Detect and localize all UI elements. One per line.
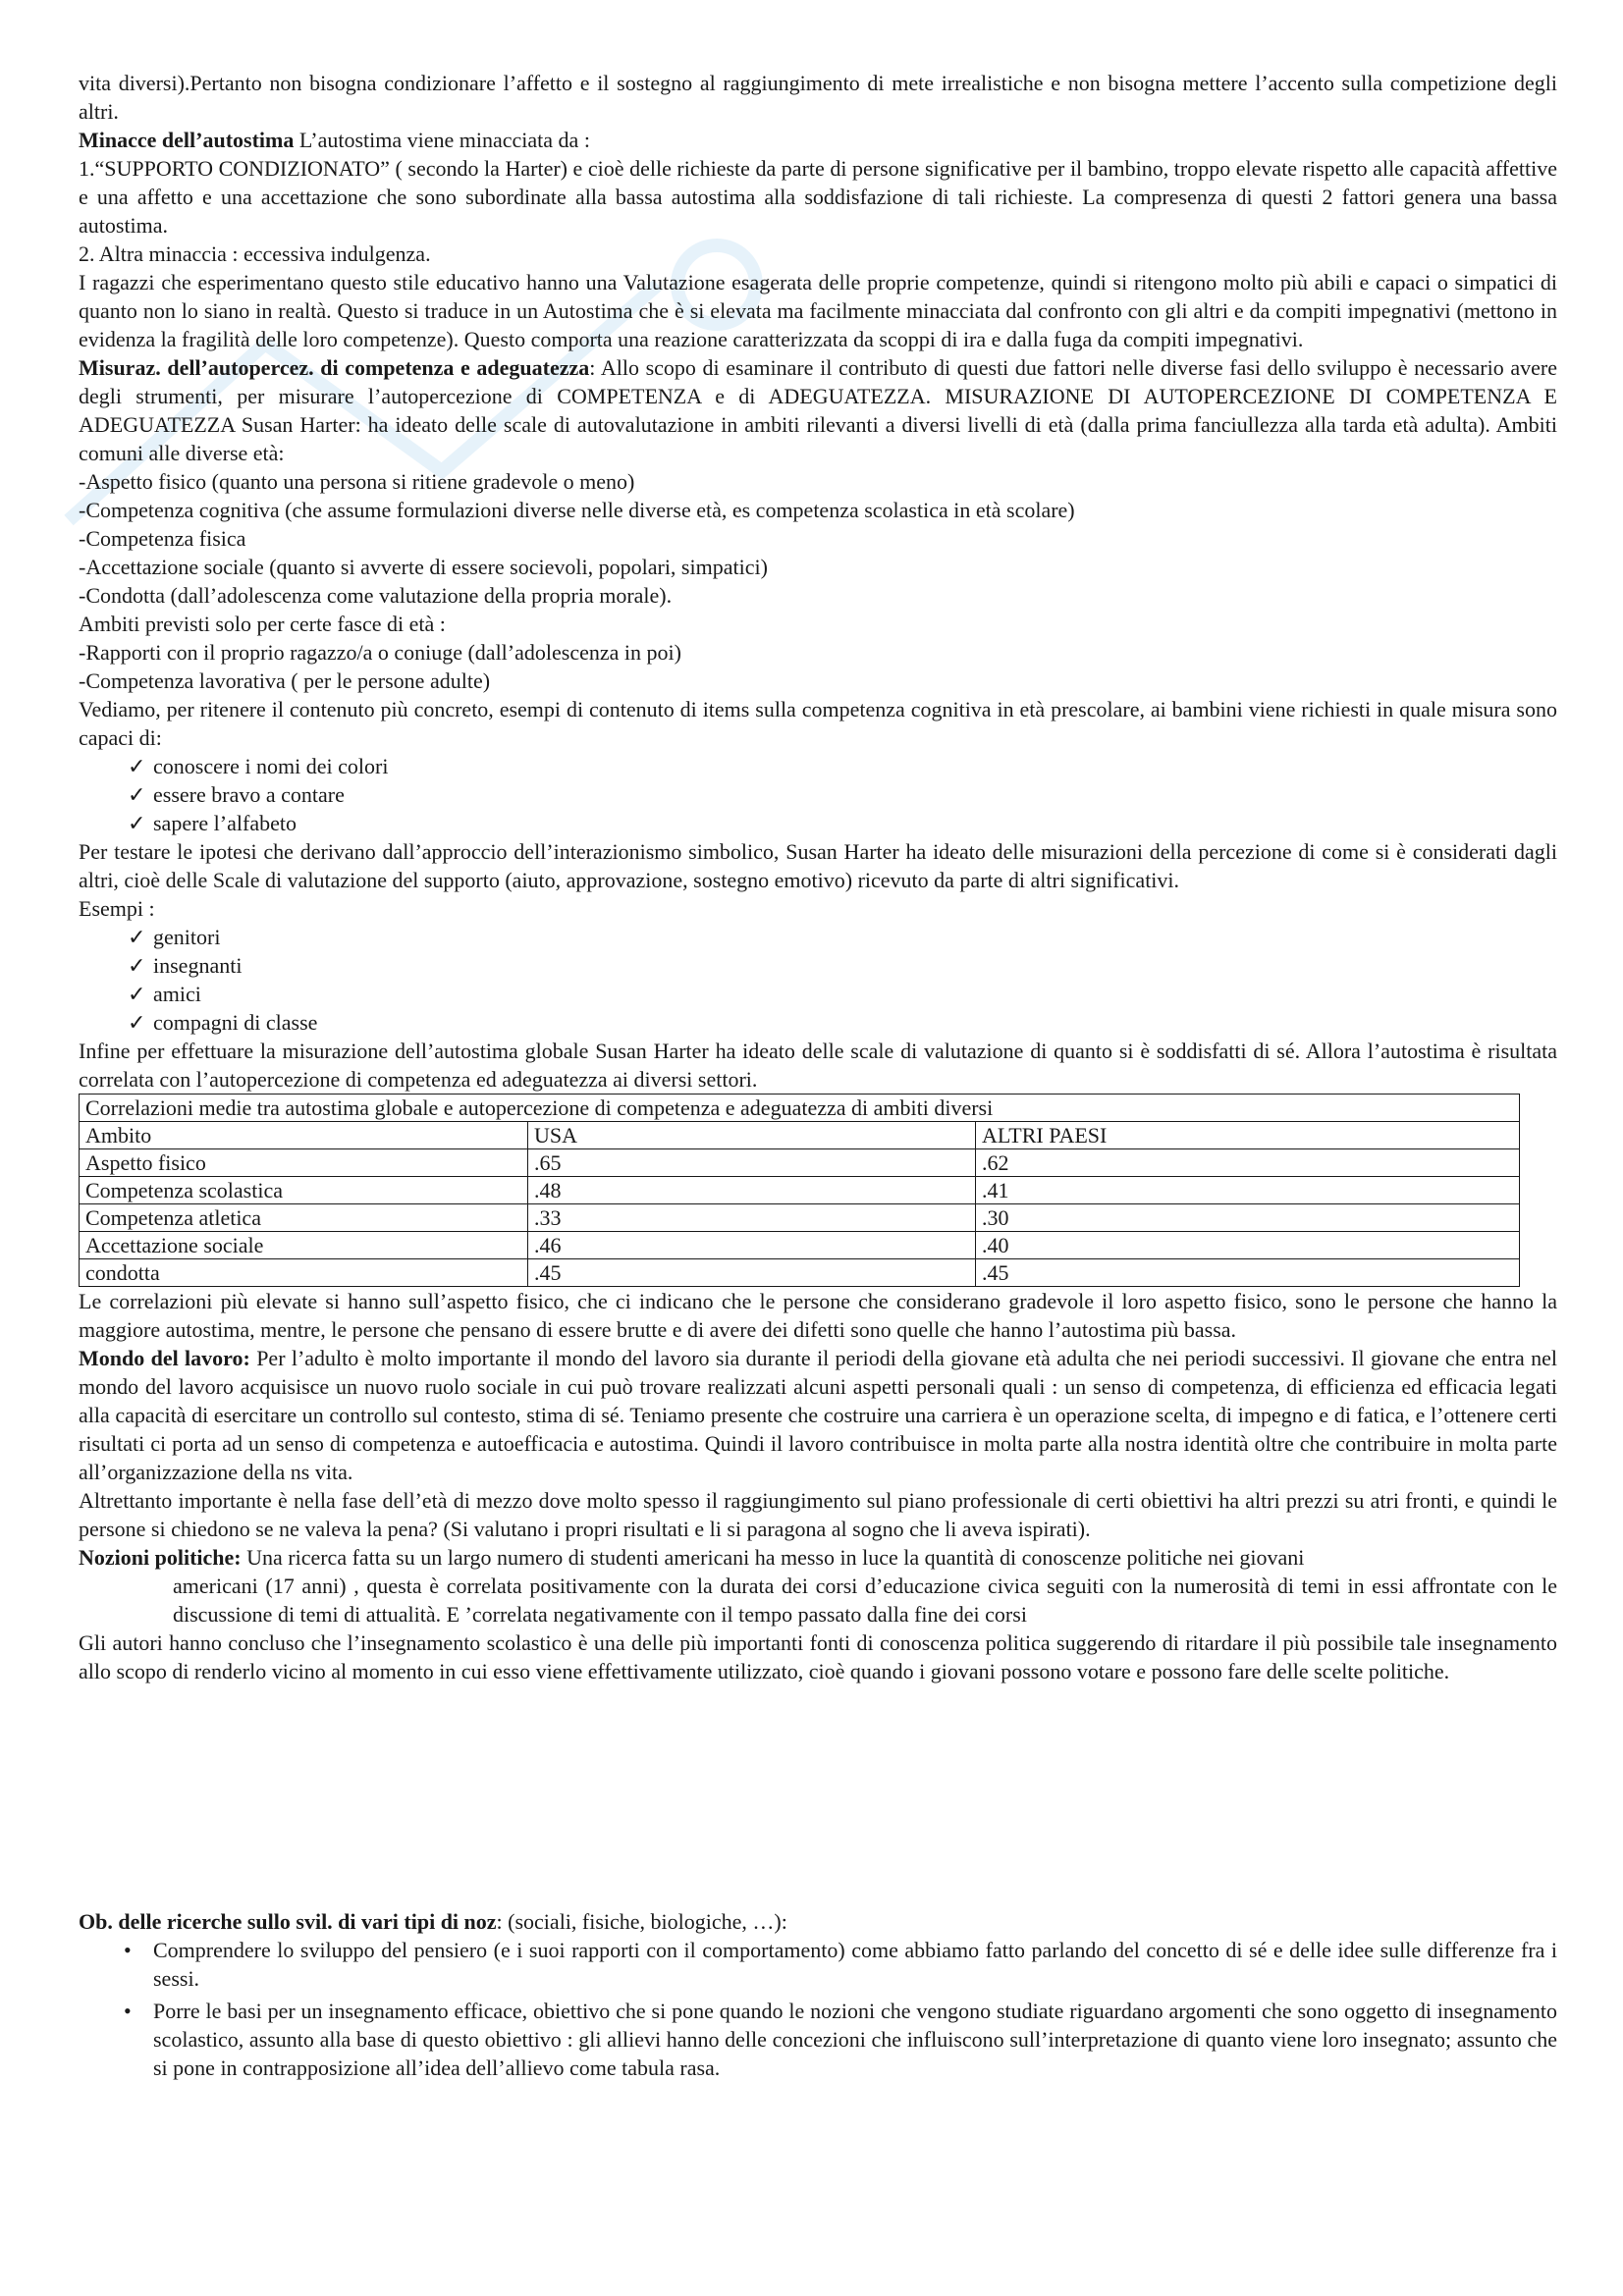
table-row — [80, 1232, 1520, 1259]
esempi-label: Esempi : — [79, 896, 155, 921]
blank-space — [79, 1685, 1557, 1907]
list-item — [128, 951, 1557, 980]
nozioni-continuation: americani (17 anni) , questa è correlata positivamente con la durata dei corsi d’educazione civica seguiti con la numerosità di temi in essi affrontate con le discussione di temi di attualità. E ’correlata negativamente con il tempo passato dalla fine dei corsi — [173, 1574, 1557, 1627]
list-item — [128, 809, 1557, 837]
table-header-cell: Ambito — [80, 1122, 528, 1149]
list-item-text: sapere l’alfabeto — [153, 811, 297, 835]
check-icon: ✓ — [128, 925, 146, 949]
ambiti-comuni-4: -Condotta (dall’adolescenza come valutazione della propria morale). — [79, 583, 673, 608]
check-icon: ✓ — [128, 953, 146, 978]
ambiti-comuni-0: -Aspetto fisico (quanto una persona si ritiene gradevole o meno) — [79, 469, 635, 494]
paragraph-altrettanto: Altrettanto importante è nella fase dell’età di mezzo dove molto spesso il raggiungimento sul piano professionale di certi obiettivi ha altri prezzi su atri fronti, e quindi le persone si chiedono se ne valeva la pena? (Si valutano i propri risultati e li si paragona al sogno che li aveva ispirati). — [79, 1488, 1557, 1541]
correlation-table — [79, 1094, 1520, 1287]
list-item — [128, 1008, 1557, 1037]
table-cell: .46 — [528, 1232, 976, 1259]
paragraph-autori: Gli autori hanno concluso che l’insegnamento scolastico è una delle più importanti fonti di conoscenza politica suggerendo di ritardare il più possibile tale insegnamento allo scopo di renderlo vicino al momento in cui esso viene effettivamente utilizzato, cioè quando i giovani possono votare e possono fare delle scelte politiche. — [79, 1630, 1557, 1683]
minacce-intro: L’autostima viene minacciata da : — [294, 128, 590, 152]
list-item — [128, 980, 1557, 1008]
list-item-text: genitori — [153, 925, 221, 949]
list-item — [128, 752, 1557, 780]
list-item-text: conoscere i nomi dei colori — [153, 754, 389, 778]
list-item-text: amici — [153, 982, 201, 1006]
table-cell: .45 — [528, 1259, 976, 1287]
table-header-cell: ALTRI PAESI — [976, 1122, 1520, 1149]
paragraph-vediamo: Vediamo, per ritenere il contenuto più concreto, esempi di contenuto di items sulla competenza cognitiva in età prescolare, ai bambini viene richiesti in quale misura sono capaci di: — [79, 697, 1557, 750]
ambiti-comuni-1: -Competenza cognitiva (che assume formulazioni diverse nelle diverse età, es competenza scolastica in età scolare) — [79, 498, 1075, 522]
table-cell: .45 — [976, 1259, 1520, 1287]
minacce-item-2: 2. Altra minaccia : eccessiva indulgenza. — [79, 241, 431, 266]
heading-lavoro: Mondo del lavoro: — [79, 1346, 250, 1370]
minacce-item-1: 1.“SUPPORTO CONDIZIONATO” ( secondo la Harter) e cioè delle richieste da parte di persone significative per il bambino, troppo elevate rispetto alle capacità affettive e una affetto e una accettazione che sono subordinate alla bassa autostima alla soddisfazione di tali richieste. La compresenza di questi 2 fattori genera una bassa autostima. — [79, 156, 1557, 238]
minacce-paragraph — [79, 126, 1557, 154]
table-header-cell: USA — [528, 1122, 976, 1149]
table-row — [80, 1204, 1520, 1232]
checklist-capacita — [79, 752, 1557, 837]
list-item-text: Comprendere lo sviluppo del pensiero (e i suoi rapporti con il comportamento) come abbiamo fatto parlando del concetto di sé e delle idee sulle differenze fra i sessi. — [153, 1938, 1557, 1991]
lavoro-paragraph — [79, 1344, 1557, 1486]
table-cell: Competenza scolastica — [80, 1177, 528, 1204]
misuraz-paragraph — [79, 353, 1557, 467]
table-caption: Correlazioni medie tra autostima globale e autopercezione di competenza e adeguatezza di ambiti diversi — [80, 1095, 1520, 1122]
list-item-text: insegnanti — [153, 953, 243, 978]
check-icon: ✓ — [128, 811, 146, 835]
ambiti-previsti-title: Ambiti previsti solo per certe fasce di età : — [79, 612, 446, 636]
list-item — [118, 1936, 1557, 1993]
checklist-esempi — [79, 923, 1557, 1037]
paragraph-ragazzi: I ragazzi che esperimentano questo stile educativo hanno una Valutazione esagerata delle proprie competenze, quindi si ritengono molto più abili e capaci o simpatici di quanto non lo siano in realtà. Questo si traduce in un Autostima che è si elevata ma facilmente minacciata dal confronto con gli altri e da compiti impegnativi (mettono in evidenza la fragilità delle loro competenze). Questo comporta una reazione caratterizzata da scoppi di ira e dalla fuga da compiti impegnativi. — [79, 270, 1557, 351]
heading-ob: Ob. delle ricerche sullo svil. di vari tipi di noz — [79, 1909, 497, 1934]
list-item — [128, 780, 1557, 809]
table-row — [80, 1177, 1520, 1204]
table-cell: .41 — [976, 1177, 1520, 1204]
check-icon: ✓ — [128, 782, 146, 807]
ambiti-previsti-0: -Rapporti con il proprio ragazzo/a o coniuge (dall’adolescenza in poi) — [79, 640, 681, 665]
heading-minacce: Minacce dell’autostima — [79, 128, 295, 152]
bullet-list-obiettivi — [79, 1936, 1557, 2082]
ambiti-comuni-2: -Competenza fisica — [79, 526, 246, 551]
paragraph-infine: Infine per effettuare la misurazione dell’autostima globale Susan Harter ha ideato delle scale di valutazione di quanto si è soddisfatti di sé. Allora l’autostima è risultata correlata con l’autopercezione di competenza ed adeguatezza ai diversi settori. — [79, 1039, 1557, 1092]
paragraph-intro: vita diversi).Pertanto non bisogna condizionare l’affetto e il sostegno al raggiungimento di mete irrealistiche e non bisogna mettere l’accento sulla competizione degli altri. — [79, 71, 1557, 124]
table-cell: .33 — [528, 1204, 976, 1232]
check-icon: ✓ — [128, 982, 146, 1006]
table-cell: condotta — [80, 1259, 528, 1287]
list-item — [118, 1997, 1557, 2082]
table-cell: .48 — [528, 1177, 976, 1204]
bullet-icon: • — [124, 1999, 132, 2023]
heading-nozioni: Nozioni politiche: — [79, 1545, 242, 1570]
document-page — [79, 69, 1557, 2086]
table-row — [80, 1259, 1520, 1287]
nozioni-first-line: Una ricerca fatta su un largo numero di studenti americani ha messo in luce la quantità di conoscenze politiche nei giovani — [241, 1545, 1305, 1570]
list-item-text: compagni di classe — [153, 1010, 318, 1035]
lavoro-text: Per l’adulto è molto importante il mondo del lavoro sia durante il periodi della giovane età adulta che nei periodi successivi. Il giovane che entra nel mondo del lavoro acquisisce un nuovo ruolo sociale in cui può trovare realizzati alcuni aspetti personali quali : un senso di competenza, di efficienza ed efficacia legati alla capacità di esercitare un controllo sul contesto, stima di sé. Teniamo presente che costruire una carriera è un operazione scelta, di impegno e di fatica, e l’ottenere certi risultati ci porta ad un senso di competenza e autoefficacia e autostima. Quindi il lavoro contribuisce in molta parte alla nostra identità oltre che contribuire in molta parte all’organizzazione della ns vita. — [79, 1346, 1557, 1484]
table-cell: Accettazione sociale — [80, 1232, 528, 1259]
list-item-text: essere bravo a contare — [153, 782, 345, 807]
ob-paragraph — [79, 1907, 1557, 1936]
table-cell: Competenza atletica — [80, 1204, 528, 1232]
check-icon: ✓ — [128, 754, 146, 778]
misuraz-text: : Allo scopo di esaminare il contributo di questi due fattori nelle diverse fasi dello sviluppo è necessario avere degli strumenti, per misurare l’autopercezione di COMPETENZA e di ADEGUATEZZA. MISURAZIONE DI AUTOPERCEZIONE DI COMPETENZA E ADEGUATEZZA Susan Harter: ha ideato delle scale di autovalutazione in ambiti rilevanti a diversi livelli di età (dalla prima fanciullezza alla tarda età adulta). Ambiti comuni alle diverse età: — [79, 355, 1557, 465]
paragraph-correlazioni: Le correlazioni più elevate si hanno sull’aspetto fisico, che ci indicano che le persone che considerano gradevole il loro aspetto fisico, sono le persone che hanno la maggiore autostima, mentre, le persone che pensano di essere brutte e di avere dei difetti sono quelle che hanno l’autostima più bassa. — [79, 1289, 1557, 1342]
nozioni-paragraph — [79, 1543, 1557, 1572]
table-cell: .30 — [976, 1204, 1520, 1232]
table-cell: .65 — [528, 1149, 976, 1177]
ambiti-comuni-3: -Accettazione sociale (quanto si avverte di essere socievoli, popolari, simpatici) — [79, 555, 768, 579]
table-caption-row — [80, 1095, 1520, 1122]
bullet-icon: • — [124, 1938, 132, 1962]
list-item — [128, 923, 1557, 951]
list-item-text: Porre le basi per un insegnamento efficace, obiettivo che si pone quando le nozioni che vengono studiate riguardano argomenti che sono oggetto di insegnamento scolastico, assunto alla base di questo obiettivo : gli allievi hanno delle concezioni che influiscono sull’interpretazione di quanto viene loro insegnato; assunto che si pone in contrapposizione all’idea dell’allievo come tabula rasa. — [153, 1999, 1557, 2080]
check-icon: ✓ — [128, 1010, 146, 1035]
table-cell: .40 — [976, 1232, 1520, 1259]
ambiti-previsti-1: -Competenza lavorativa ( per le persone adulte) — [79, 668, 491, 693]
paragraph-testare: Per testare le ipotesi che derivano dall’approccio dell’interazionismo simbolico, Susan Harter ha ideato delle misurazioni della percezione di come si è considerati dagli altri, cioè delle Scale di valutazione del supporto (aiuto, approvazione, sostegno emotivo) ricevuto da parte di altri significativi. — [79, 839, 1557, 892]
table-cell: Aspetto fisico — [80, 1149, 528, 1177]
heading-misuraz: Misuraz. dell’autopercez. di competenza e adeguatezza — [79, 355, 590, 380]
table-header-row — [80, 1122, 1520, 1149]
table-cell: .62 — [976, 1149, 1520, 1177]
ob-text: : (sociali, fisiche, biologiche, …): — [496, 1909, 787, 1934]
table-row — [80, 1149, 1520, 1177]
